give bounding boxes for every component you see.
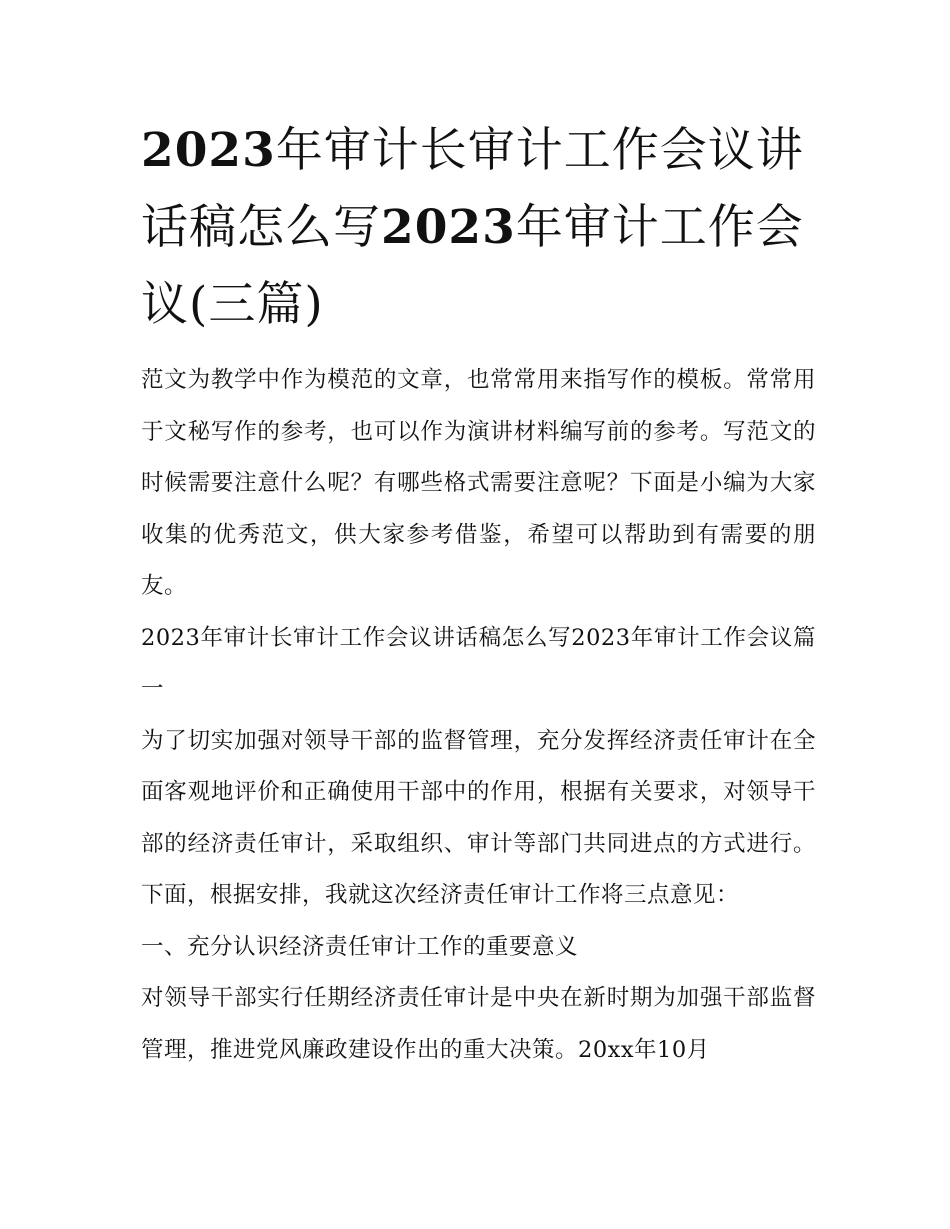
- section-heading: 2023年审计长审计工作会议讲话稿怎么写2023年审计工作会议篇一: [141, 624, 816, 702]
- document-body: [141, 112, 816, 1076]
- document-title: [141, 112, 816, 343]
- title-year-1: 2023: [141, 123, 276, 178]
- body-paragraph: 为了切实加强对领导干部的监督管理，充分发挥经济责任审计在全面客观地评价和正确使用干部中的作用，根据有关要求，对领导干部的经济责任审计，采取组织、审计等部门共同进点的方式进行。下面，根据安排，我就这次经济责任审计工作将三点意见：: [141, 727, 816, 908]
- title-text-1: 年审计长审计工作会议讲话稿怎么写: [141, 123, 804, 255]
- intro-paragraph: 范文为教学中作为模范的文章，也常常用来指写作的模板。常常用于文秘写作的参考，也可以作为演讲材料编写前的参考。写范文的时候需要注意什么呢？有哪些格式需要注意呢？下面是小编为大家收集的优秀范文，供大家参考借鉴，希望可以帮助到有需要的朋友。: [141, 367, 816, 599]
- body-paragraph: 对领导干部实行任期经济责任审计是中央在新时期为加强干部监督管理，推进党风廉政建设作出的重大决策。20xx年10月: [141, 985, 816, 1063]
- title-year-2: 2023: [381, 200, 516, 255]
- title-text-2: 年审计工作会议(三篇): [141, 200, 804, 332]
- subsection-heading: 一、充分认识经济责任审计工作的重要意义: [141, 933, 579, 960]
